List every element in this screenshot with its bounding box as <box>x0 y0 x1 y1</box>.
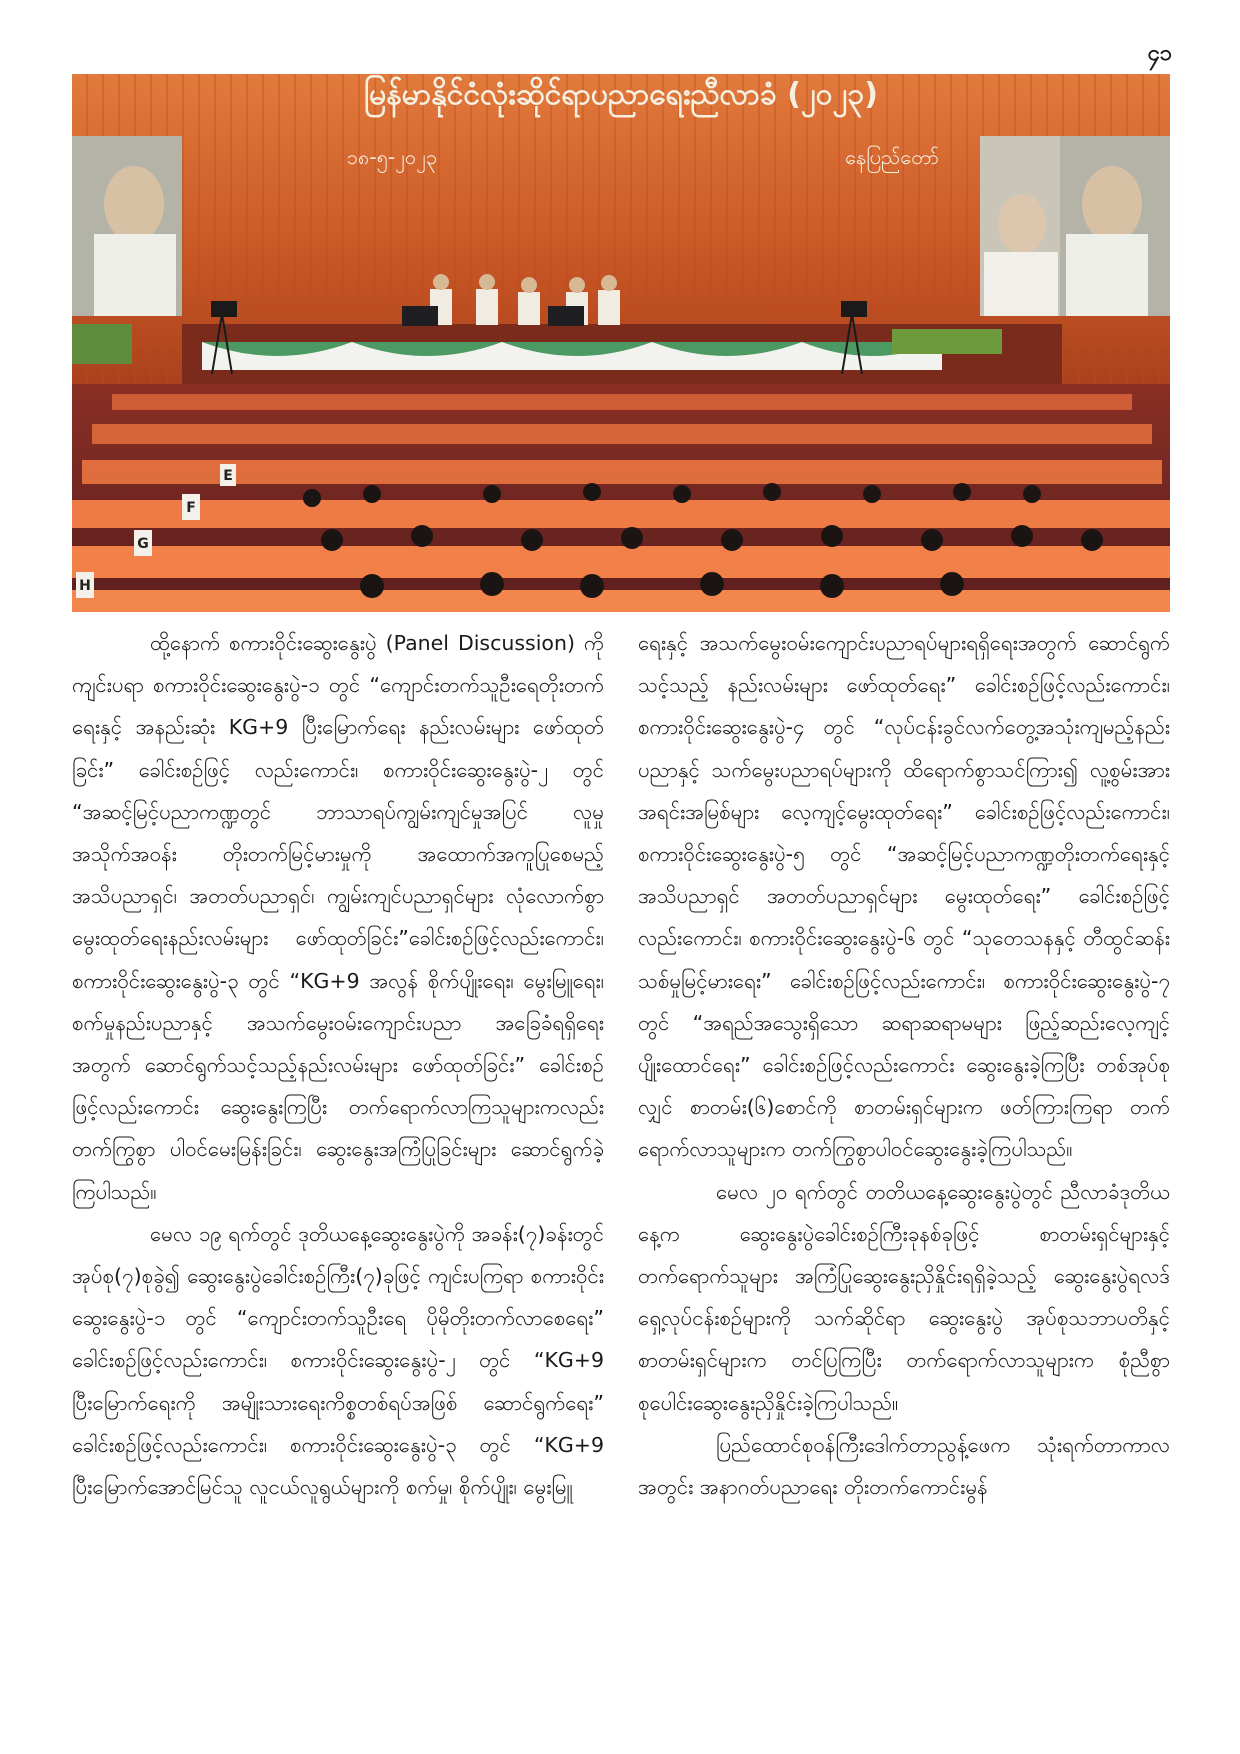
banner-location: နေပြည်တော် <box>845 145 939 169</box>
article-right-column <box>638 622 1170 1508</box>
paragraph: ထို့နောက် စကားဝိုင်းဆွေးနွေးပွဲ (Panel Discussion) ကို ကျင်းပရာ စကားဝိုင်းဆွေးနွေးပွဲ-၁ တွင် “ကျောင်းတက်သူဦးရေတိုးတက်ရေးနှင့် အနည်းဆုံး KG+9 ပြီးမြောက်ရေး နည်းလမ်းများ ဖော်ထုတ်ခြင်း” ခေါင်းစဉ်ဖြင့် လည်းကောင်း၊ စကားဝိုင်းဆွေးနွေးပွဲ-၂ တွင် “အဆင့်မြင့်ပညာကဏ္ဍတွင် ဘာသာရပ်ကျွမ်းကျင်မှုအပြင် လူမှုအသိုက်အဝန်း တိုးတက်မြင့်မားမှုကို အထောက်အကူပြုစေမည့် အသိပညာရှင်၊ အတတ်ပညာရှင်၊ ကျွမ်းကျင်ပညာရှင်များ လုံလောက်စွာ မွေးထုတ်ရေးနည်းလမ်းများ ဖော်ထုတ်ခြင်း”ခေါင်းစဉ်ဖြင့်လည်းကောင်း၊ စကားဝိုင်းဆွေးနွေးပွဲ-၃ တွင် “KG+9 အလွန် စိုက်ပျိုးရေး၊ မွေးမြူရေး၊ စက်မှုနည်းပညာနှင့် အသက်မွေးဝမ်းကျောင်းပညာ အခြေခံရရှိရေးအတွက် ဆောင်ရွက်သင့်သည့်နည်းလမ်းများ ဖော်ထုတ်ခြင်း” ခေါင်းစဉ်ဖြင့်လည်းကောင်း ဆွေးနွေးကြပြီး တက်ရောက်လာကြသူများကလည်း တက်ကြွစွာ ပါဝင်မေးမြန်းခြင်း၊ ဆွေးနွေးအကြံပြုခြင်းများ ဆောင်ရွက်ခဲ့ကြပါသည်။ <box>72 631 604 1204</box>
conference-photo <box>72 74 1170 612</box>
paragraph: မေလ ၁၉ ရက်တွင် ဒုတိယနေ့ဆွေးနွေးပွဲကို အခန်း(၇)ခန်းတွင် အုပ်စု(၇)စုခွဲ၍ ဆွေးနွေးပွဲခေါင်းစဉ်ကြီး(၇)ခုဖြင့် ကျင်းပကြရာ စကားဝိုင်းဆွေးနွေးပွဲ-၁ တွင် “ကျောင်းတက်သူဦးရေ ပိုမိုတိုးတက်လာစေရေး” ခေါင်းစဉ်ဖြင့်လည်းကောင်း၊ စကားဝိုင်းဆွေးနွေးပွဲ-၂ တွင် “KG+9 ပြီးမြောက်ရေးကို အမျိုးသားရေးကိစ္စတစ်ရပ်အဖြစ် ဆောင်ရွက်ရေး” ခေါင်းစဉ်ဖြင့်လည်းကောင်း၊ စကားဝိုင်းဆွေးနွေးပွဲ-၃ တွင် “KG+9 ပြီးမြောက်အောင်မြင်သူ လူငယ်လူရွယ်များကို စက်မှု၊ စိုက်ပျိုး၊ မွေးမြူ <box>72 1221 604 1500</box>
paragraph: ရေးနှင့် အသက်မွေးဝမ်းကျောင်းပညာရပ်များရရှိရေးအတွက် ဆောင်ရွက်သင့်သည့် နည်းလမ်းများ ဖော်ထုတ်ရေး” ခေါင်းစဉ်ဖြင့်လည်းကောင်း၊ စကားဝိုင်းဆွေးနွေးပွဲ-၄ တွင် “လုပ်ငန်းခွင်လက်တွေ့အသုံးကျမည့်နည်းပညာနှင့် သက်မွေးပညာရပ်များကို ထိရောက်စွာသင်ကြား၍ လူ့စွမ်းအားအရင်းအမြစ်များ လေ့ကျင့်မွေးထုတ်ရေး” ခေါင်းစဉ်ဖြင့်လည်းကောင်း၊ စကားဝိုင်းဆွေးနွေးပွဲ-၅ တွင် “အဆင့်မြင့်ပညာကဏ္ဍတိုးတက်ရေးနှင့် အသိပညာရှင် အတတ်ပညာရှင်များ မွေးထုတ်ရေး” ခေါင်းစဉ်ဖြင့်လည်းကောင်း၊ စကားဝိုင်းဆွေးနွေးပွဲ-၆ တွင် “သုတေသနနှင့် တီထွင်ဆန်းသစ်မှုမြင့်မားရေး” ခေါင်းစဉ်ဖြင့်လည်းကောင်း၊ စကားဝိုင်းဆွေးနွေးပွဲ-၇ တွင် “အရည်အသွေးရှိသော ဆရာဆရာမများ ဖြည့်ဆည်းလေ့ကျင့်ပျိုးထောင်ရေး” ခေါင်းစဉ်ဖြင့်လည်းကောင်း ဆွေးနွေးခဲ့ကြပြီး တစ်အုပ်စုလျှင် စာတမ်း(၆)စောင်ကို စာတမ်းရှင်များက ဖတ်ကြားကြရာ တက်ရောက်လာသူများက တက်ကြွစွာပါဝင်ဆွေးနွေးခဲ့ကြပါသည်။ <box>638 631 1170 1162</box>
page-number: ၄၁ <box>1147 41 1172 66</box>
banner-date: ၁၈-၅-၂၀၂၃ <box>346 145 438 169</box>
article-left-column <box>72 622 604 1508</box>
svg-text:E: E <box>223 468 233 484</box>
svg-text:G: G <box>137 536 149 552</box>
paragraph: ပြည်ထောင်စုဝန်ကြီးဒေါက်တာညွန့်ဖေက သုံးရက်တာကာလအတွင်း အနာဂတ်ပညာရေး တိုးတက်ကောင်းမွန် <box>638 1432 1170 1500</box>
paragraph: မေလ ၂၀ ရက်တွင် တတိယနေ့ဆွေးနွေးပွဲတွင် ညီလာခံဒုတိယနေ့က ဆွေးနွေးပွဲခေါင်းစဉ်ကြီးခုနစ်ခုဖြင့် စာတမ်းရှင်များနှင့် တက်ရောက်သူများ အကြံပြုဆွေးနွေးညှိနှိုင်းရရှိခဲ့သည့် ဆွေးနွေးပွဲရလဒ်ရှေ့လုပ်ငန်းစဉ်များကို သက်ဆိုင်ရာ ဆွေးနွေးပွဲ အုပ်စုသဘာပတိနှင့် စာတမ်းရှင်များက တင်ပြကြပြီး တက်ရောက်လာသူများက စုံညီစွာ စုပေါင်းဆွေးနွေးညှိနှိုင်းခဲ့ကြပါသည်။ <box>638 1179 1170 1415</box>
svg-text:F: F <box>186 500 196 516</box>
banner-title: မြန်မာနိုင်ငံလုံးဆိုင်ရာပညာရေးညီလာခံ (၂၀၂၃) <box>364 77 878 112</box>
svg-text:H: H <box>79 578 91 594</box>
